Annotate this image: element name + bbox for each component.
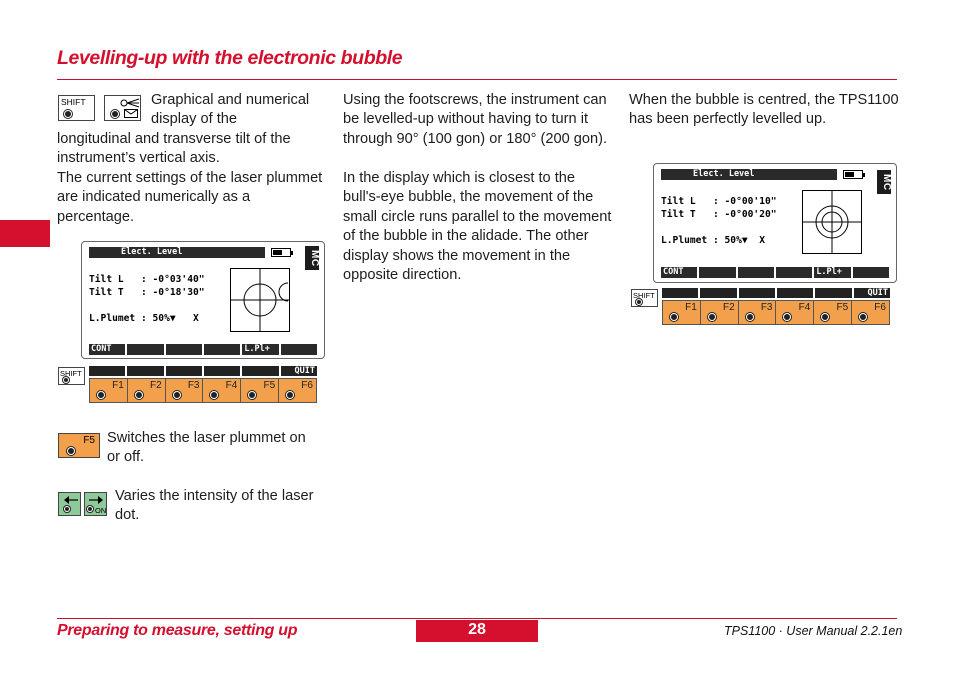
col1-laser-text: The current settings of the laser plummet are indicated numerically as a percentage. — [57, 170, 323, 225]
softkey-3[interactable] — [166, 344, 202, 355]
softkey-lpl[interactable]: L.Pl+ — [814, 267, 850, 278]
f2-key[interactable] — [128, 379, 165, 402]
f1-key[interactable] — [90, 379, 127, 402]
on-label: ON — [95, 506, 107, 515]
f2-label: F2 — [722, 302, 735, 313]
page-number: 28 — [416, 620, 538, 642]
fn-top-quit: QUIT — [854, 288, 890, 298]
key-dot — [68, 448, 74, 454]
function-key-strip-2 — [662, 288, 890, 325]
fn-top-5 — [242, 366, 278, 376]
arrows-description: Varies the intensity of the laser dot. — [115, 488, 314, 524]
f5-key-label: F5 — [83, 435, 95, 446]
softkey-4[interactable] — [776, 267, 812, 278]
side-tab-marker — [0, 220, 50, 247]
key-dot — [88, 507, 92, 511]
softkey-lpl[interactable]: L.Pl+ — [242, 344, 278, 355]
col1-intro-text: Graphical and numerical display of the — [151, 92, 310, 128]
tilt-t-readout: Tilt T : -0°18'30" — [89, 287, 205, 298]
softkey-2[interactable] — [127, 344, 163, 355]
f4-label: F4 — [225, 380, 238, 391]
tilt-l-readout: Tilt L : -0°03'40" — [89, 274, 205, 285]
f1-key[interactable] — [663, 301, 700, 324]
fn-top-quit: QUIT — [281, 366, 317, 376]
f5-key-icon — [58, 433, 100, 458]
tilt-t-readout: Tilt T : -0°00'20" — [661, 209, 777, 220]
softkey-bar — [89, 344, 317, 355]
footer-section-title: Preparing to measure, setting up — [57, 622, 298, 639]
lcd-display-1 — [81, 241, 325, 359]
f3-label: F3 — [760, 302, 773, 313]
softkey-bar — [661, 267, 889, 278]
bubble-target — [802, 190, 862, 254]
fn-top-1 — [662, 288, 698, 298]
shift-key-label: SHIFT — [60, 369, 82, 378]
fn-top-2 — [700, 288, 736, 298]
f2-label: F2 — [149, 380, 162, 391]
softkey-cont[interactable]: CONT — [661, 267, 697, 278]
arrow-left-icon — [58, 492, 81, 516]
f1-label: F1 — [685, 302, 697, 313]
fn-top-4 — [777, 288, 813, 298]
f2-key[interactable] — [701, 301, 738, 324]
softkey-3[interactable] — [738, 267, 774, 278]
fn-top-3 — [166, 366, 202, 376]
mc-indicator: MC — [877, 170, 891, 194]
lcd-display-2 — [653, 163, 897, 283]
f3-key[interactable] — [166, 379, 203, 402]
shift-key-icon — [58, 95, 95, 121]
footer-rule — [57, 618, 897, 619]
header-rule — [57, 79, 897, 80]
f5-label: F5 — [263, 380, 276, 391]
col3-centred-text: When the bubble is centred, the TPS1100 has been perfectly levelled up. — [629, 92, 899, 128]
softkey-6[interactable] — [281, 344, 317, 355]
key-dot — [64, 378, 68, 382]
arrow-right-on-icon — [84, 492, 107, 516]
key-dot — [65, 111, 71, 117]
laser-key-icon — [104, 95, 141, 121]
softkey-2[interactable] — [699, 267, 735, 278]
fn-top-3 — [739, 288, 775, 298]
f1-label: F1 — [112, 380, 124, 391]
f3-key[interactable] — [739, 301, 776, 324]
fn-top-4 — [204, 366, 240, 376]
shift-key-label: SHIFT — [633, 291, 655, 300]
bubble-circle — [278, 282, 292, 302]
f5-description: Switches the laser plummet on or off. — [107, 430, 306, 466]
f5-key[interactable] — [241, 379, 278, 402]
col1-tilt-text: longitudinal and transverse tilt of the instrument’s vertical axis. — [57, 131, 291, 167]
f3-label: F3 — [187, 380, 200, 391]
mc-indicator: MC — [305, 246, 319, 270]
fn-top-2 — [127, 366, 163, 376]
lcd-title: Elect. Level — [89, 247, 265, 258]
key-dot — [637, 300, 641, 304]
f5-label: F5 — [836, 302, 849, 313]
tilt-l-readout: Tilt L : -0°00'10" — [661, 196, 777, 207]
laser-symbol-icon — [119, 97, 141, 109]
f6-key[interactable] — [279, 379, 316, 402]
f4-key[interactable] — [203, 379, 240, 402]
f6-key[interactable] — [852, 301, 889, 324]
fn-top-1 — [89, 366, 125, 376]
softkey-cont[interactable]: CONT — [89, 344, 125, 355]
fn-top-5 — [815, 288, 851, 298]
col2-display-text: In the display which is closest to the bull's-eye bubble, the movement of the small circle runs parallel to the movement of the bubble in the alidade. The other display shows the movement in the opposite direction. — [343, 170, 612, 284]
plumet-readout: L.Plumet : 50%▼ X — [89, 313, 199, 324]
f5-key[interactable] — [814, 301, 851, 324]
col2-footscrews-text: Using the footscrews, the instrument can be levelled-up without having to turn it through 90° (100 gon) or 180° (200 gon). — [343, 92, 607, 147]
f6-label: F6 — [301, 380, 313, 391]
battery-icon — [271, 248, 291, 257]
key-dot — [65, 507, 69, 511]
f4-label: F4 — [798, 302, 811, 313]
page-title: Levelling-up with the electronic bubble — [57, 47, 403, 69]
key-dot — [112, 111, 118, 117]
f4-key[interactable] — [776, 301, 813, 324]
softkey-4[interactable] — [204, 344, 240, 355]
shift-key-small-icon — [58, 367, 85, 385]
softkey-6[interactable] — [853, 267, 889, 278]
plumet-readout: L.Plumet : 50%▼ X — [661, 235, 765, 246]
shift-key-small-icon — [631, 289, 658, 307]
function-key-strip-1 — [89, 366, 317, 403]
battery-icon — [843, 170, 863, 179]
manual-reference: TPS1100 · User Manual 2.2.1en — [724, 624, 903, 638]
lcd-title: Elect. Level — [661, 169, 837, 180]
shift-key-label: SHIFT — [61, 97, 86, 107]
f6-label: F6 — [874, 302, 886, 313]
envelope-icon — [124, 109, 138, 118]
